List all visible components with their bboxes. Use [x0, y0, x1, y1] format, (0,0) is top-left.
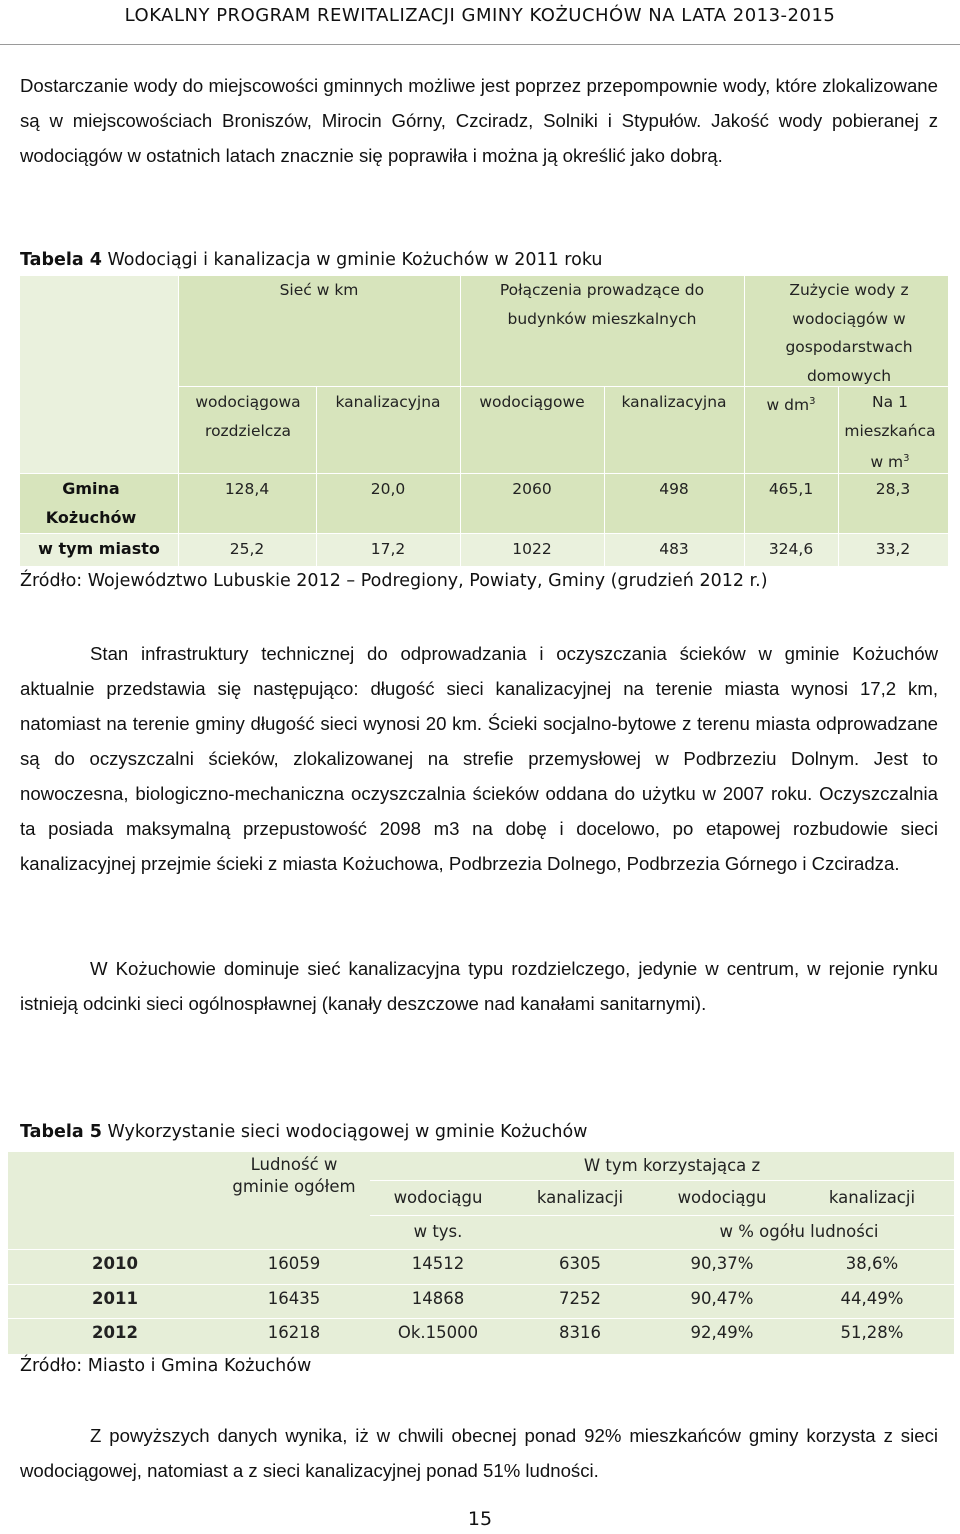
table-cell: 44,49%	[840, 1289, 904, 1308]
table-cell: 324,6	[768, 540, 814, 558]
table-cell: 90,47%	[690, 1289, 754, 1308]
table-cell: 38,6%	[845, 1254, 899, 1273]
table-cell: 90,37%	[690, 1254, 754, 1273]
table-cell: 51,28%	[840, 1323, 904, 1342]
table-cell: 14868	[411, 1289, 465, 1308]
header-wodociagu: wodociągu	[393, 1188, 483, 1207]
table-cell: 465,1	[768, 480, 814, 498]
table-cell: 483	[659, 540, 689, 558]
sub-header-kanalizacyjna: kanalizacyjna	[335, 393, 441, 411]
intro-paragraph: Dostarczanie wody do miejscowości gminnych możliwe jest poprzez przepompownie wody, które zlokalizowane są w miejscowościach Broniszów, Mirocin Górny, Czciradz, Solniki i Stypułów. Jakość wody pobieranej z wodociągów w ostatnich latach znacznie się poprawiła i można ją określić jako dobrą.	[20, 75, 938, 166]
sub-header-kanalizacyjna-2: kanalizacyjna	[621, 393, 727, 411]
header-unit-thousands: w tys.	[413, 1222, 463, 1241]
table-cell: 25,2	[229, 540, 265, 558]
table-cell: 28,3	[875, 480, 911, 498]
sub-header-per-capita	[844, 388, 936, 477]
sub-header-wodociagowe: wodociągowe	[479, 393, 585, 411]
table4	[20, 276, 948, 566]
table-cell: 17,2	[370, 540, 406, 558]
unit-dm-sup: 3	[809, 396, 816, 407]
table-cell: 16435	[267, 1289, 321, 1308]
table5-caption-label: Tabela 5	[20, 1122, 102, 1142]
header-korzystajaca: W tym korzystająca z	[583, 1156, 761, 1175]
row-year: 2011	[92, 1289, 138, 1308]
row-label-miasto: w tym miasto	[38, 539, 160, 558]
header-ludnosc: Ludność w gminie ogółem	[232, 1155, 356, 1196]
table-cell: 128,4	[224, 480, 270, 498]
infrastructure-paragraph: Stan infrastruktury technicznej do odprowadzania i oczyszczania ścieków w gminie Kożuchów aktualnie przedstawia się następująco: długość sieci kanalizacyjnej na terenie miasta wynosi 17,2 km, natomiast na terenie gminy długość sieci wynosi 20 km. Ścieki socjalno-bytowe z terenu miasta odprowadzane są do oczyszczalni ścieków, zlokalizowanej na strefie przemysłowej w Podbrzeziu Dolnym. Jest to nowoczesna, biologiczno-mechaniczna oczyszczalnia ścieków oddana do użytku w 2007 roku. Oczyszczalnia ta posiada maksymalną przepustowość 2098 m3 na dobę i docelowo, po etapowej rozbudowie sieci kanalizacyjnej przejmie ścieki z miasta Kożuchowa, Podbrzezia Dolnego, Podbrzezia Górnego i Czciradza.	[20, 643, 938, 874]
table-cell: 20,0	[370, 480, 406, 498]
table-cell: 92,49%	[690, 1323, 754, 1342]
group-header-polaczenia: Połączenia prowadzące do budynków mieszkalnych	[499, 281, 705, 328]
table-cell: 498	[659, 480, 689, 498]
table4-caption-text: Wodociągi i kanalizacja w gminie Kożuchów w 2011 roku	[101, 250, 603, 270]
sewage-paragraph: W Kożuchowie dominuje sieć kanalizacyjna typu rozdzielczego, jedynie w centrum, w rejonie rynku istnieją odcinki sieci ogólnospławnej (kanały deszczowe nad kanałami sanitarnymi).	[20, 958, 938, 1014]
table-cell: 16218	[267, 1323, 321, 1342]
sub-header-dm3	[744, 388, 838, 420]
table5-caption-text: Wykorzystanie sieci wodociągowej w gminie Kożuchów	[101, 1122, 588, 1142]
row-year: 2010	[92, 1254, 138, 1273]
table5	[8, 1152, 954, 1354]
unit-per-capita: Na 1 mieszkańca w m	[844, 393, 936, 472]
table5-caption	[20, 1122, 587, 1142]
running-header: LOKALNY PROGRAM REWITALIZACJI GMINY KOŻUCHÓW NA LATA 2013-2015	[0, 0, 960, 45]
table4-caption	[20, 250, 603, 270]
table-cell: 8316	[559, 1323, 601, 1342]
row-year: 2012	[92, 1323, 138, 1342]
page-number: 15	[467, 1508, 493, 1530]
table-cell: 7252	[559, 1289, 601, 1308]
table-cell: Ok.15000	[397, 1323, 479, 1342]
table-cell: 33,2	[875, 540, 911, 558]
header-kanalizacji: kanalizacji	[536, 1188, 624, 1207]
unit-per-capita-sup: 3	[903, 453, 910, 464]
unit-dm: w dm	[766, 396, 810, 415]
table4-caption-label: Tabela 4	[20, 250, 102, 270]
table-cell: 1022	[512, 540, 552, 558]
group-header-siec: Sieć w km	[279, 281, 359, 299]
table4-source: Źródło: Województwo Lubuskie 2012 – Podregiony, Powiaty, Gminy (grudzień 2012 r.)	[20, 571, 768, 591]
header-unit-percent: w % ogółu ludności	[719, 1222, 879, 1241]
table5-source: Źródło: Miasto i Gmina Kożuchów	[20, 1356, 312, 1376]
header-wodociagu-2: wodociągu	[677, 1188, 767, 1207]
row-label-gmina: Gmina Kożuchów	[45, 479, 137, 527]
table-cell: 14512	[411, 1254, 465, 1273]
sub-header-wodociagowa: wodociągowa rozdzielcza	[195, 393, 301, 440]
group-header-zuzycie: Zużycie wody z wodociągów w gospodarstwach domowych	[785, 281, 913, 385]
header-kanalizacji-2: kanalizacji	[828, 1188, 916, 1207]
table-cell: 16059	[267, 1254, 321, 1273]
table-cell: 2060	[512, 480, 552, 498]
table-cell: 6305	[559, 1254, 601, 1273]
summary-paragraph: Z powyższych danych wynika, iż w chwili obecnej ponad 92% mieszkańców gminy korzysta z sieci wodociągowej, natomiast a z sieci kanalizacyjnej ponad 51% ludności.	[20, 1425, 938, 1481]
